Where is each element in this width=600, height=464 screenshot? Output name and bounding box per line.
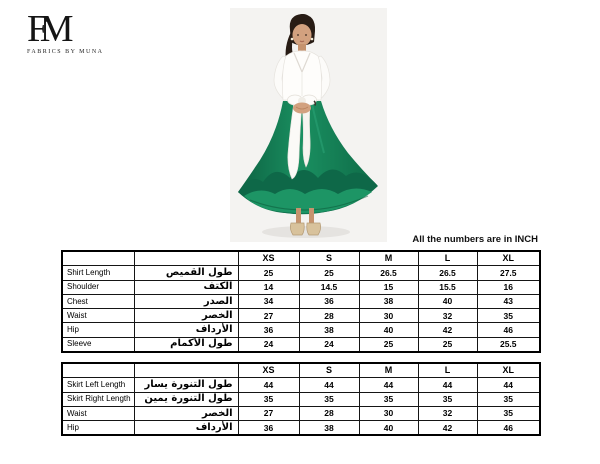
measure-value: 35 bbox=[418, 392, 477, 406]
measure-label-ar: طول القميص bbox=[134, 266, 238, 280]
measure-value: 14.5 bbox=[299, 280, 359, 294]
measure-label-ar: الخصر bbox=[134, 406, 238, 420]
size-column-header-xl: XL bbox=[477, 251, 540, 266]
measure-value: 26.5 bbox=[359, 266, 418, 280]
measure-value: 28 bbox=[299, 406, 359, 420]
measure-label-ar: الكتف bbox=[134, 280, 238, 294]
measure-value: 38 bbox=[359, 294, 418, 308]
table-row-waist bbox=[62, 406, 540, 420]
size-header-empty-cell bbox=[62, 363, 134, 378]
measure-value: 28 bbox=[299, 309, 359, 323]
measure-value: 15.5 bbox=[418, 280, 477, 294]
table-row-shirt-length bbox=[62, 266, 540, 280]
measure-value: 25 bbox=[418, 337, 477, 352]
table-row-sleeve bbox=[62, 337, 540, 352]
measure-label-en: Skirt Right Length bbox=[62, 392, 134, 406]
measure-value: 24 bbox=[299, 337, 359, 352]
measure-value: 35 bbox=[299, 392, 359, 406]
size-column-header-xs: XS bbox=[238, 251, 299, 266]
measure-value: 42 bbox=[418, 323, 477, 337]
table-row-shoulder bbox=[62, 280, 540, 294]
size-header-row bbox=[62, 363, 540, 378]
size-column-header-m: M bbox=[359, 251, 418, 266]
measure-value: 27.5 bbox=[477, 266, 540, 280]
measure-value: 38 bbox=[299, 421, 359, 436]
measure-value: 27 bbox=[238, 406, 299, 420]
measure-value: 27 bbox=[238, 309, 299, 323]
measure-label-ar: طول التنورة يسار bbox=[134, 378, 238, 392]
measure-value: 36 bbox=[299, 294, 359, 308]
model-illustration bbox=[230, 8, 387, 242]
size-column-header-xs: XS bbox=[238, 363, 299, 378]
measure-label-ar: الأرداف bbox=[134, 323, 238, 337]
measure-label-en: Waist bbox=[62, 406, 134, 420]
measure-value: 25.5 bbox=[477, 337, 540, 352]
size-column-header-l: L bbox=[418, 251, 477, 266]
table-row-skirt-right-length bbox=[62, 392, 540, 406]
measure-value: 35 bbox=[359, 392, 418, 406]
size-column-header-s: S bbox=[299, 251, 359, 266]
measure-label-en: Skirt Left Length bbox=[62, 378, 134, 392]
table-row-hip bbox=[62, 323, 540, 337]
size-header-empty-cell bbox=[62, 251, 134, 266]
table-row-waist bbox=[62, 309, 540, 323]
measure-value: 25 bbox=[299, 266, 359, 280]
measure-label-en: Hip bbox=[62, 421, 134, 436]
size-column-header-s: S bbox=[299, 363, 359, 378]
measure-label-en: Shoulder bbox=[62, 280, 134, 294]
table-row-chest bbox=[62, 294, 540, 308]
measure-label-en: Sleeve bbox=[62, 337, 134, 352]
measure-value: 44 bbox=[238, 378, 299, 392]
model-photo bbox=[230, 8, 387, 242]
brand-tagline: FABRICS BY MUNA bbox=[27, 49, 104, 55]
measure-value: 46 bbox=[477, 421, 540, 436]
measure-value: 40 bbox=[359, 323, 418, 337]
measure-value: 44 bbox=[418, 378, 477, 392]
measure-value: 43 bbox=[477, 294, 540, 308]
measure-value: 36 bbox=[238, 421, 299, 436]
measure-value: 46 bbox=[477, 323, 540, 337]
size-header-empty-cell bbox=[134, 251, 238, 266]
measure-value: 25 bbox=[238, 266, 299, 280]
measure-label-ar: الأرداف bbox=[134, 421, 238, 436]
skirt-measurements-table bbox=[61, 362, 541, 436]
measure-value: 15 bbox=[359, 280, 418, 294]
measure-value: 16 bbox=[477, 280, 540, 294]
table-row-hip bbox=[62, 421, 540, 436]
measure-value: 14 bbox=[238, 280, 299, 294]
brand-monogram: FM bbox=[27, 8, 66, 50]
size-column-header-m: M bbox=[359, 363, 418, 378]
measure-value: 44 bbox=[299, 378, 359, 392]
measure-value: 30 bbox=[359, 309, 418, 323]
units-note: All the numbers are in INCH bbox=[412, 234, 538, 245]
measure-value: 44 bbox=[359, 378, 418, 392]
measure-label-ar: طول التنورة يمين bbox=[134, 392, 238, 406]
measure-value: 34 bbox=[238, 294, 299, 308]
measure-value: 32 bbox=[418, 309, 477, 323]
shirt-measurements-table bbox=[61, 250, 541, 353]
measure-value: 25 bbox=[359, 337, 418, 352]
measure-label-ar: الصدر bbox=[134, 294, 238, 308]
measure-value: 30 bbox=[359, 406, 418, 420]
measure-label-en: Shirt Length bbox=[62, 266, 134, 280]
size-header-empty-cell bbox=[134, 363, 238, 378]
measure-label-en: Waist bbox=[62, 309, 134, 323]
brand-logo bbox=[27, 10, 104, 55]
measure-value: 35 bbox=[477, 392, 540, 406]
measure-value: 40 bbox=[418, 294, 477, 308]
measure-value: 35 bbox=[477, 406, 540, 420]
measure-value: 26.5 bbox=[418, 266, 477, 280]
measure-value: 40 bbox=[359, 421, 418, 436]
measure-label-ar: الخصر bbox=[134, 309, 238, 323]
size-column-header-l: L bbox=[418, 363, 477, 378]
measure-value: 44 bbox=[477, 378, 540, 392]
measure-value: 38 bbox=[299, 323, 359, 337]
measure-label-en: Hip bbox=[62, 323, 134, 337]
measure-value: 32 bbox=[418, 406, 477, 420]
measure-value: 35 bbox=[477, 309, 540, 323]
measure-value: 42 bbox=[418, 421, 477, 436]
size-header-row bbox=[62, 251, 540, 266]
measure-label-en: Chest bbox=[62, 294, 134, 308]
table-row-skirt-left-length bbox=[62, 378, 540, 392]
measure-label-ar: طول الأكمام bbox=[134, 337, 238, 352]
size-column-header-xl: XL bbox=[477, 363, 540, 378]
measure-value: 35 bbox=[238, 392, 299, 406]
measure-value: 36 bbox=[238, 323, 299, 337]
measure-value: 24 bbox=[238, 337, 299, 352]
